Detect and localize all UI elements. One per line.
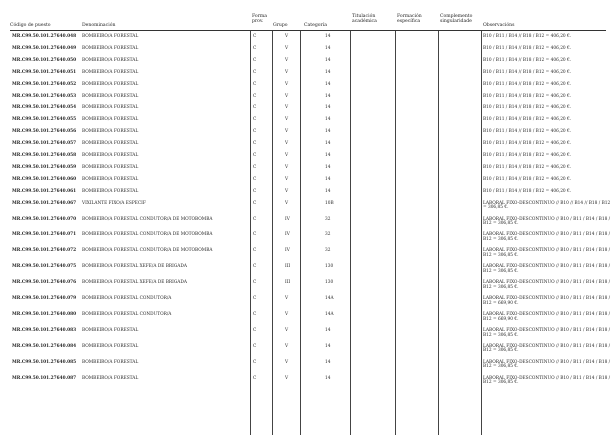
cell-codigo: MR.C99.50.101.27640.055 bbox=[12, 117, 77, 123]
cell-observaciones: LABORAL FIXO-DESCONTINUO // B10 / B11 / B14 / B18 / B12 = 306,85 €. bbox=[483, 232, 611, 243]
cell-denominacion: BOMBEIRO/A FORESTAL bbox=[82, 141, 139, 147]
cell-forma-prov: C bbox=[253, 93, 257, 99]
cell-denominacion: BOMBEIRO/A FORESTAL bbox=[82, 93, 139, 99]
cell-denominacion: BOMBEIRO/A FORESTAL bbox=[82, 327, 139, 333]
cell-forma-prov: C bbox=[253, 69, 257, 75]
header-grupo: Grupo bbox=[273, 23, 288, 28]
column-divider bbox=[438, 31, 439, 435]
cell-forma-prov: C bbox=[253, 296, 257, 301]
cell-forma-prov: C bbox=[253, 81, 257, 87]
cell-codigo: MR.C99.50.101.27640.080 bbox=[12, 311, 77, 317]
cell-categoria: 14 bbox=[325, 117, 331, 123]
cell-categoria: 130 bbox=[325, 264, 334, 270]
cell-codigo: MR.C99.50.101.27640.085 bbox=[12, 359, 77, 365]
cell-codigo: MR.C99.50.101.27640.060 bbox=[12, 176, 77, 182]
cell-grupo: V bbox=[285, 188, 289, 194]
cell-codigo: MR.C99.50.101.27640.076 bbox=[12, 280, 77, 286]
cell-categoria: 14 bbox=[325, 327, 331, 333]
cell-grupo: V bbox=[285, 296, 289, 301]
cell-observaciones: LABORAL FIXO-DESCONTINUO // B10 / B11 / B14 / B18 / B12 = 306,85 €. bbox=[483, 264, 611, 274]
cell-observaciones: B10 / B11 / B14 // B18 / B12 = 406,20 €. bbox=[483, 81, 572, 87]
cell-categoria: 14 bbox=[325, 141, 331, 147]
cell-categoria: 32 bbox=[325, 248, 331, 254]
cell-forma-prov: C bbox=[253, 141, 257, 147]
cell-denominacion: BOMBEIRO/A FORESTAL bbox=[82, 69, 139, 75]
cell-forma-prov: C bbox=[253, 57, 257, 63]
cell-grupo: V bbox=[285, 200, 289, 206]
cell-denominacion: BOMBEIRO/A FORESTAL bbox=[82, 81, 139, 87]
cell-codigo: MR.C99.50.101.27640.087 bbox=[12, 375, 77, 381]
cell-grupo: V bbox=[285, 153, 289, 158]
cell-forma-prov: C bbox=[253, 280, 257, 286]
cell-denominacion: BOMBEIRO/A FORESTAL CONDUTOR/A DE MOTOBOMBA bbox=[82, 248, 213, 254]
cell-categoria: 14 bbox=[325, 153, 331, 158]
cell-codigo: MR.C99.50.101.27640.061 bbox=[12, 188, 77, 194]
cell-forma-prov: C bbox=[253, 359, 257, 365]
cell-categoria: 32 bbox=[325, 232, 331, 238]
cell-grupo: V bbox=[285, 57, 289, 63]
cell-forma-prov: C bbox=[253, 327, 257, 333]
cell-categoria: 14 bbox=[325, 69, 331, 75]
cell-grupo: V bbox=[285, 69, 289, 75]
cell-grupo: V bbox=[285, 34, 289, 39]
cell-forma-prov: C bbox=[253, 375, 257, 381]
cell-observaciones: B10 / B11 / B14 // B18 / B12 = 406,20 €. bbox=[483, 129, 572, 135]
cell-denominacion: BOMBEIRO/A FORESTAL bbox=[82, 343, 139, 349]
cell-codigo: MR.C99.50.101.27640.048 bbox=[12, 34, 77, 39]
cell-denominacion: BOMBEIRO/A FORESTAL CONDUTOR/A bbox=[82, 311, 172, 317]
cell-observaciones: LABORAL FIXO-DESCONTINUO // B10 / B11 / B14 / B18 / B12 = 669,90 €. bbox=[483, 296, 611, 306]
cell-observaciones: LABORAL FIXO-DESCONTINUO // B10 / B11 / B14 / B18 / B12 = 306,85 €. bbox=[483, 327, 611, 338]
cell-grupo: V bbox=[285, 311, 289, 317]
cell-categoria: 10B bbox=[325, 200, 334, 206]
cell-forma-prov: C bbox=[253, 264, 257, 270]
cell-grupo: IV bbox=[285, 216, 290, 222]
cell-denominacion: BOMBEIRO/A FORESTAL bbox=[82, 188, 139, 194]
cell-forma-prov: C bbox=[253, 34, 257, 39]
cell-observaciones: B10 / B11 / B14 // B18 / B12 = 406,20 €. bbox=[483, 164, 572, 170]
header-observaciones: Observacións bbox=[483, 23, 515, 28]
cell-grupo: V bbox=[285, 141, 289, 147]
cell-forma-prov: C bbox=[253, 117, 257, 123]
cell-observaciones: B10 / B11 / B14 // B18 / B12 = 406,20 €. bbox=[483, 188, 572, 194]
cell-grupo: V bbox=[285, 81, 289, 87]
cell-observaciones: B10 / B11 / B14 // B18 / B12 = 406,20 €. bbox=[483, 45, 572, 51]
cell-codigo: MR.C99.50.101.27640.057 bbox=[12, 141, 77, 147]
cell-forma-prov: C bbox=[253, 45, 257, 51]
cell-categoria: 14 bbox=[325, 57, 331, 63]
cell-categoria: 14 bbox=[325, 93, 331, 99]
cell-observaciones: LABORAL FIXO-DESCONTINUO // B10 / B11 / B14 / B18 / B12 = 306,85 €. bbox=[483, 280, 611, 290]
cell-categoria: 14 bbox=[325, 34, 331, 39]
cell-observaciones: LABORAL FIXO-DESCONTINUO // B10 / B11 / B14 / B18 / B12 = 306,85 €. bbox=[483, 343, 611, 354]
cell-grupo: V bbox=[285, 164, 289, 170]
header-denominacion: Denominación bbox=[82, 23, 116, 28]
cell-categoria: 130 bbox=[325, 280, 334, 286]
cell-codigo: MR.C99.50.101.27640.053 bbox=[12, 93, 77, 99]
cell-codigo: MR.C99.50.101.27640.058 bbox=[12, 153, 77, 158]
cell-denominacion: BOMBEIRO/A FORESTAL CONDUTOR/A DE MOTOBOMBA bbox=[82, 216, 213, 222]
cell-codigo: MR.C99.50.101.27640.067 bbox=[12, 200, 77, 206]
cell-grupo: V bbox=[285, 327, 289, 333]
header-complemento: Complemento singularidade bbox=[440, 14, 473, 25]
cell-denominacion: BOMBEIRO/A FORESTAL CONDUTOR/A bbox=[82, 296, 172, 301]
cell-denominacion: BOMBEIRO/A FORESTAL bbox=[82, 164, 139, 170]
cell-observaciones: B10 / B11 / B14 // B18 / B12 = 406,20 €. bbox=[483, 153, 572, 158]
cell-denominacion: BOMBEIRO/A FORESTAL XEFE/A DE BRIGADA bbox=[82, 264, 187, 270]
header-forma-prov: Forma prov. bbox=[252, 14, 267, 25]
cell-forma-prov: C bbox=[253, 105, 257, 111]
cell-observaciones: LABORAL FIXO-DESCONTINUO // B10 / B11 / B14 / B18 / B12 = 669,90 €. bbox=[483, 311, 611, 322]
cell-categoria: 14A bbox=[325, 311, 334, 317]
cell-denominacion: BOMBEIRO/A FORESTAL XEFE/A DE BRIGADA bbox=[82, 280, 187, 286]
cell-codigo: MR.C99.50.101.27640.051 bbox=[12, 69, 77, 75]
column-divider bbox=[272, 31, 273, 435]
cell-codigo: MR.C99.50.101.27640.070 bbox=[12, 216, 77, 222]
cell-observaciones: B10 / B11 / B14 // B18 / B12 = 406,20 €. bbox=[483, 57, 572, 63]
cell-grupo: V bbox=[285, 117, 289, 123]
cell-observaciones: B10 / B11 / B14 // B18 / B12 = 406,20 €. bbox=[483, 105, 572, 111]
cell-forma-prov: C bbox=[253, 176, 257, 182]
cell-codigo: MR.C99.50.101.27640.079 bbox=[12, 296, 77, 301]
cell-denominacion: BOMBEIRO/A FORESTAL CONDUTOR/A DE MOTOBOMBA bbox=[82, 232, 213, 238]
cell-denominacion: BOMBEIRO/A FORESTAL bbox=[82, 176, 139, 182]
cell-codigo: MR.C99.50.101.27640.084 bbox=[12, 343, 77, 349]
cell-categoria: 14 bbox=[325, 164, 331, 170]
cell-observaciones: LABORAL FIXO-DESCONTINUO // B10 / B11 / B14 / B18 / B12 = 306,85 €. bbox=[483, 375, 611, 386]
cell-categoria: 14 bbox=[325, 359, 331, 365]
cell-observaciones: B10 / B11 / B14 // B18 / B12 = 406,20 €. bbox=[483, 141, 572, 147]
header-rule bbox=[10, 30, 606, 31]
cell-codigo: MR.C99.50.101.27640.054 bbox=[12, 105, 77, 111]
cell-grupo: V bbox=[285, 45, 289, 51]
cell-forma-prov: C bbox=[253, 248, 257, 254]
cell-forma-prov: C bbox=[253, 129, 257, 135]
cell-grupo: V bbox=[285, 343, 289, 349]
cell-grupo: III bbox=[285, 264, 291, 270]
cell-denominacion: BOMBEIRO/A FORESTAL bbox=[82, 117, 139, 123]
cell-categoria: 14 bbox=[325, 343, 331, 349]
cell-observaciones: B10 / B11 / B14 // B18 / B12 = 406,20 €. bbox=[483, 176, 572, 182]
cell-denominacion: BOMBEIRO/A FORESTAL bbox=[82, 153, 139, 158]
cell-denominacion: BOMBEIRO/A FORESTAL bbox=[82, 57, 139, 63]
cell-observaciones: B10 / B11 / B14 // B18 / B12 = 406,20 €. bbox=[483, 117, 572, 123]
cell-observaciones: LABORAL FIXO-DESCONTINUO // B10 / B11 / B14 / B18 / B12 = 306,85 €. bbox=[483, 359, 611, 370]
cell-codigo: MR.C99.50.101.27640.075 bbox=[12, 264, 77, 270]
cell-forma-prov: C bbox=[253, 311, 257, 317]
cell-forma-prov: C bbox=[253, 343, 257, 349]
header-formacion: Formación específica bbox=[397, 14, 422, 25]
cell-forma-prov: C bbox=[253, 232, 257, 238]
cell-forma-prov: C bbox=[253, 200, 257, 206]
header-categoria: Categoría bbox=[304, 23, 327, 28]
header-codigo: Código de puesto bbox=[10, 23, 51, 28]
cell-grupo: III bbox=[285, 280, 291, 286]
cell-denominacion: VIXILANTE FIXO/A ESPECIF bbox=[82, 200, 146, 206]
cell-codigo: MR.C99.50.101.27640.050 bbox=[12, 57, 77, 63]
cell-grupo: V bbox=[285, 105, 289, 111]
cell-categoria: 14A bbox=[325, 296, 334, 301]
cell-denominacion: BOMBEIRO/A FORESTAL bbox=[82, 105, 139, 111]
cell-observaciones: B10 / B11 / B14 // B18 / B12 = 406,20 €. bbox=[483, 93, 572, 99]
cell-grupo: IV bbox=[285, 248, 290, 254]
cell-observaciones: B10 / B11 / B14 // B18 / B12 = 406,20 €. bbox=[483, 34, 572, 39]
cell-codigo: MR.C99.50.101.27640.059 bbox=[12, 164, 77, 170]
cell-categoria: 14 bbox=[325, 129, 331, 135]
cell-codigo: MR.C99.50.101.27640.049 bbox=[12, 45, 77, 51]
cell-denominacion: BOMBEIRO/A FORESTAL bbox=[82, 34, 139, 39]
cell-codigo: MR.C99.50.101.27640.072 bbox=[12, 248, 77, 254]
cell-categoria: 14 bbox=[325, 375, 331, 381]
column-divider bbox=[395, 31, 396, 435]
column-divider bbox=[350, 31, 351, 435]
cell-grupo: V bbox=[285, 129, 289, 135]
cell-observaciones: LABORAL FIXO-DESCONTINUO // B10 / B11 / B14 / B18 / B12 = 306,85 €. bbox=[483, 248, 611, 259]
cell-grupo: IV bbox=[285, 232, 290, 238]
cell-observaciones: LABORAL FIXO-DESCONTINUO // B10 // B14 // B18 / B12 = 306,85 €. bbox=[483, 200, 611, 211]
cell-denominacion: BOMBEIRO/A FORESTAL bbox=[82, 359, 139, 365]
column-divider bbox=[300, 31, 301, 435]
cell-forma-prov: C bbox=[253, 216, 257, 222]
cell-categoria: 14 bbox=[325, 81, 331, 87]
cell-denominacion: BOMBEIRO/A FORESTAL bbox=[82, 45, 139, 51]
cell-grupo: V bbox=[285, 359, 289, 365]
cell-denominacion: BOMBEIRO/A FORESTAL bbox=[82, 129, 139, 135]
cell-categoria: 32 bbox=[325, 216, 331, 222]
cell-observaciones: LABORAL FIXO-DESCONTINUO // B10 / B11 / B14 / B18 / B12 = 306,85 €. bbox=[483, 216, 611, 227]
cell-categoria: 14 bbox=[325, 45, 331, 51]
cell-forma-prov: C bbox=[253, 153, 257, 158]
cell-codigo: MR.C99.50.101.27640.083 bbox=[12, 327, 77, 333]
cell-observaciones: B10 / B11 / B14 // B18 / B12 = 406,20 €. bbox=[483, 69, 572, 75]
cell-grupo: V bbox=[285, 93, 289, 99]
cell-categoria: 14 bbox=[325, 105, 331, 111]
cell-codigo: MR.C99.50.101.27640.071 bbox=[12, 232, 77, 238]
cell-codigo: MR.C99.50.101.27640.052 bbox=[12, 81, 77, 87]
cell-categoria: 14 bbox=[325, 176, 331, 182]
column-divider bbox=[250, 31, 251, 435]
cell-categoria: 14 bbox=[325, 188, 331, 194]
cell-grupo: V bbox=[285, 176, 289, 182]
cell-forma-prov: C bbox=[253, 164, 257, 170]
cell-grupo: V bbox=[285, 375, 289, 381]
cell-forma-prov: C bbox=[253, 188, 257, 194]
column-divider bbox=[481, 31, 482, 435]
cell-denominacion: BOMBEIRO/A FORESTAL bbox=[82, 375, 139, 381]
cell-codigo: MR.C99.50.101.27640.056 bbox=[12, 129, 77, 135]
header-titulacion: Titulación académica bbox=[352, 14, 377, 25]
